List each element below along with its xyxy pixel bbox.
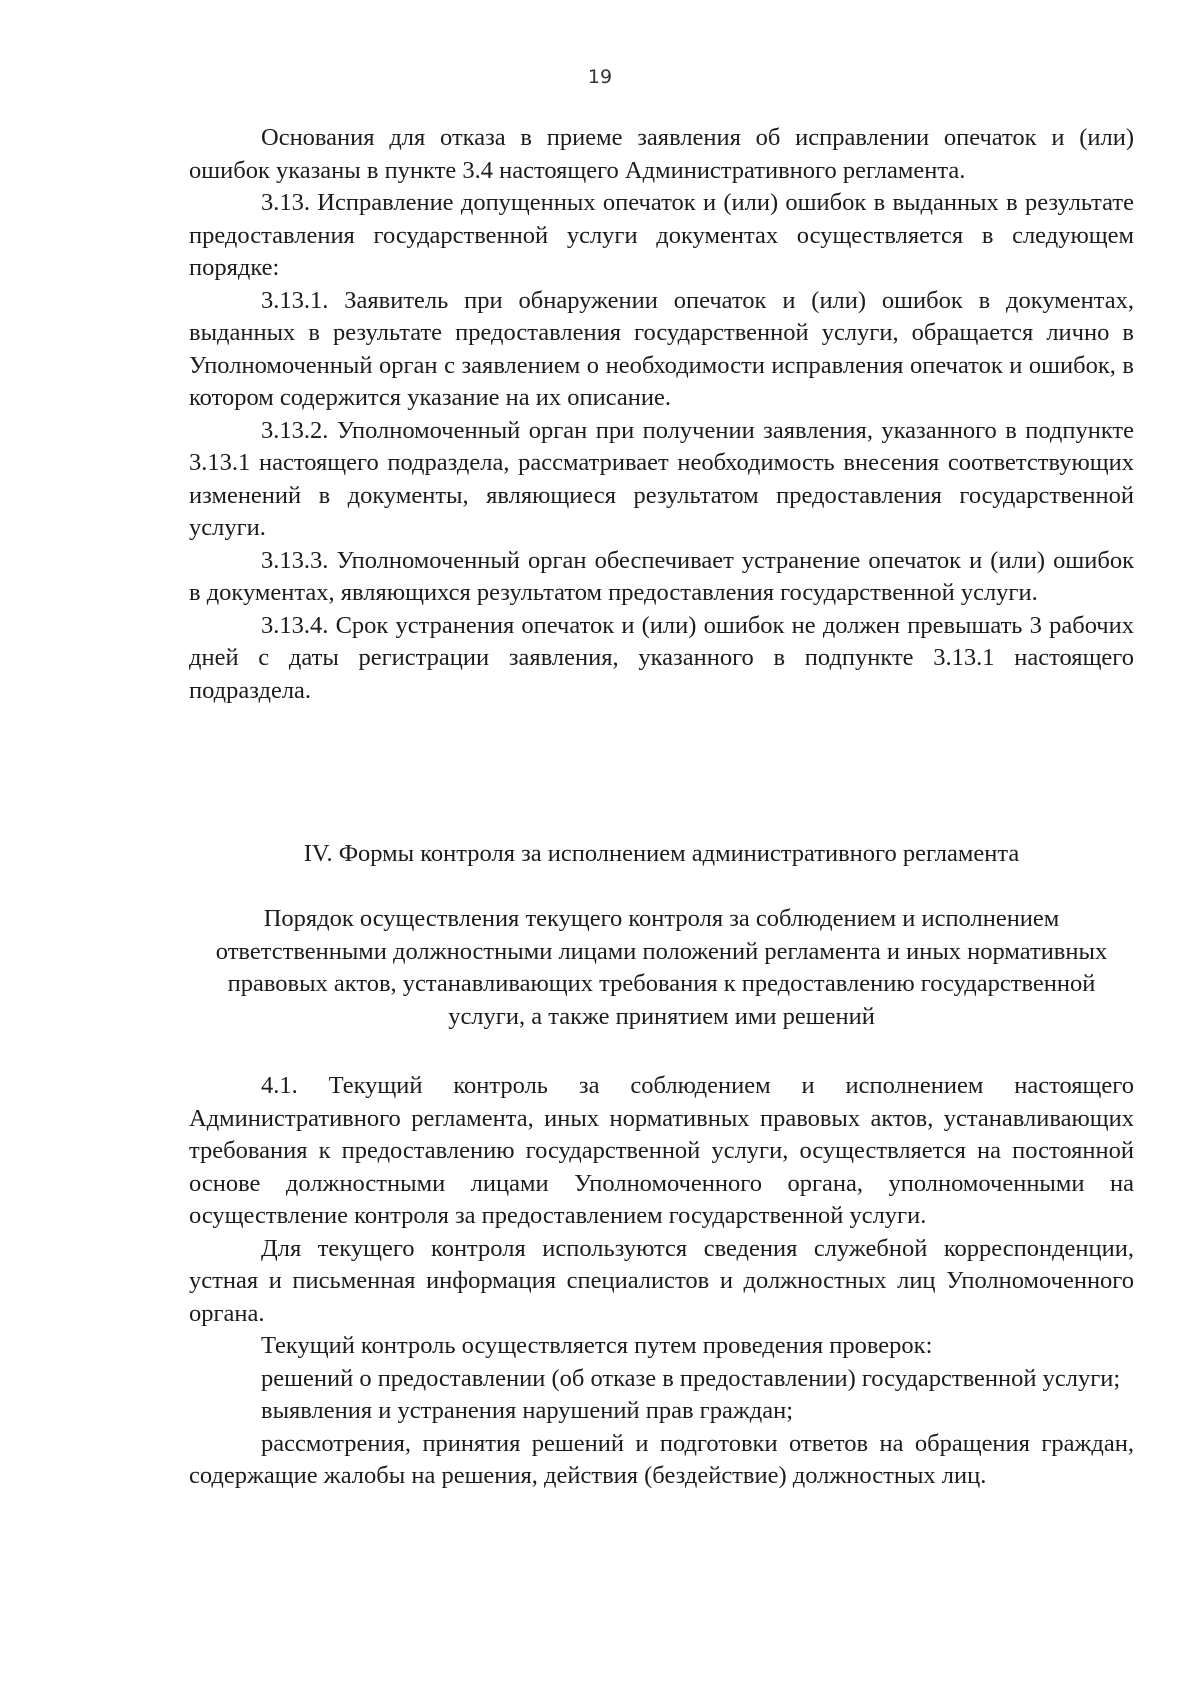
section-title: IV. Формы контроля за исполнением административного регламента [303,840,1020,867]
paragraph-3-13-3: 3.13.3. Уполномоченный орган обеспечивает устранение опечаток и (или) ошибок в документах, являющихся результатом предоставления государственной услуги. [189,546,1134,606]
text-block-control [189,1070,1134,1493]
paragraph-3-13: 3.13. Исправление допущенных опечаток и (или) ошибок в выданных в результате предоставления государственной услуги документах осуществляется в следующем порядке: [189,189,1134,281]
page-number: 19 [587,66,613,88]
paragraph-4-1: 4.1. Текущий контроль за соблюдением и исполнением настоящего Административного регламента, иных нормативных правовых актов, устанавливающих требования к предоставлению государственной услуги, осуществляется на постоянной основе должностными лицами Уполномоченного органа, уполномоченными на осуществление контроля за предоставлением государственной услуги. [189,1072,1134,1229]
subsection-title: Порядок осуществления текущего контроля за соблюдением и исполнением ответственными должностными лицами положений регламента и иных нормативных правовых актов, устанавливающих требования к предоставлению государственной услуги, а также принятием ими решений [215,905,1108,1030]
paragraph-control-method: Текущий контроль осуществляется путем проведения проверок: [261,1332,933,1359]
paragraph-3-13-1: 3.13.1. Заявитель при обнаружении опечаток и (или) ошибок в документах, выданных в результате предоставления государственной услуги, обращается лично в Уполномоченный орган с заявлением о необходимости исправления опечаток и ошибок, в котором содержится указание на их описание. [189,286,1134,411]
paragraph-refusal-grounds: Основания для отказа в приеме заявления об исправлении опечаток и (или) ошибок указаны в пункте 3.4 настоящего Административного регламента. [189,124,1134,184]
text-block-correction-procedure [189,122,1134,707]
paragraph-3-13-4: 3.13.4. Срок устранения опечаток и (или) ошибок не должен превышать 3 рабочих дней с даты регистрации заявления, указанного в подпункте 3.13.1 настоящего подраздела. [189,611,1134,704]
list-item-decisions: решений о предоставлении (об отказе в предоставлении) государственной услуги; [261,1364,1121,1392]
paragraph-control-sources: Для текущего контроля используются сведения служебной корреспонденции, устная и письменная информация специалистов и должностных лиц Уполномоченного органа. [189,1234,1134,1327]
list-item-violations: выявления и устранения нарушений прав граждан; [261,1397,794,1424]
list-item-appeals: рассмотрения, принятия решений и подготовки ответов на обращения граждан, содержащие жалобы на решения, действия (бездействие) должностных лиц. [189,1429,1134,1489]
paragraph-3-13-2: 3.13.2. Уполномоченный орган при получении заявления, указанного в подпункте 3.13.1 настоящего подраздела, рассматривает необходимость внесения соответствующих изменений в документы, являющиеся результатом предоставления государственной услуги. [189,416,1134,541]
